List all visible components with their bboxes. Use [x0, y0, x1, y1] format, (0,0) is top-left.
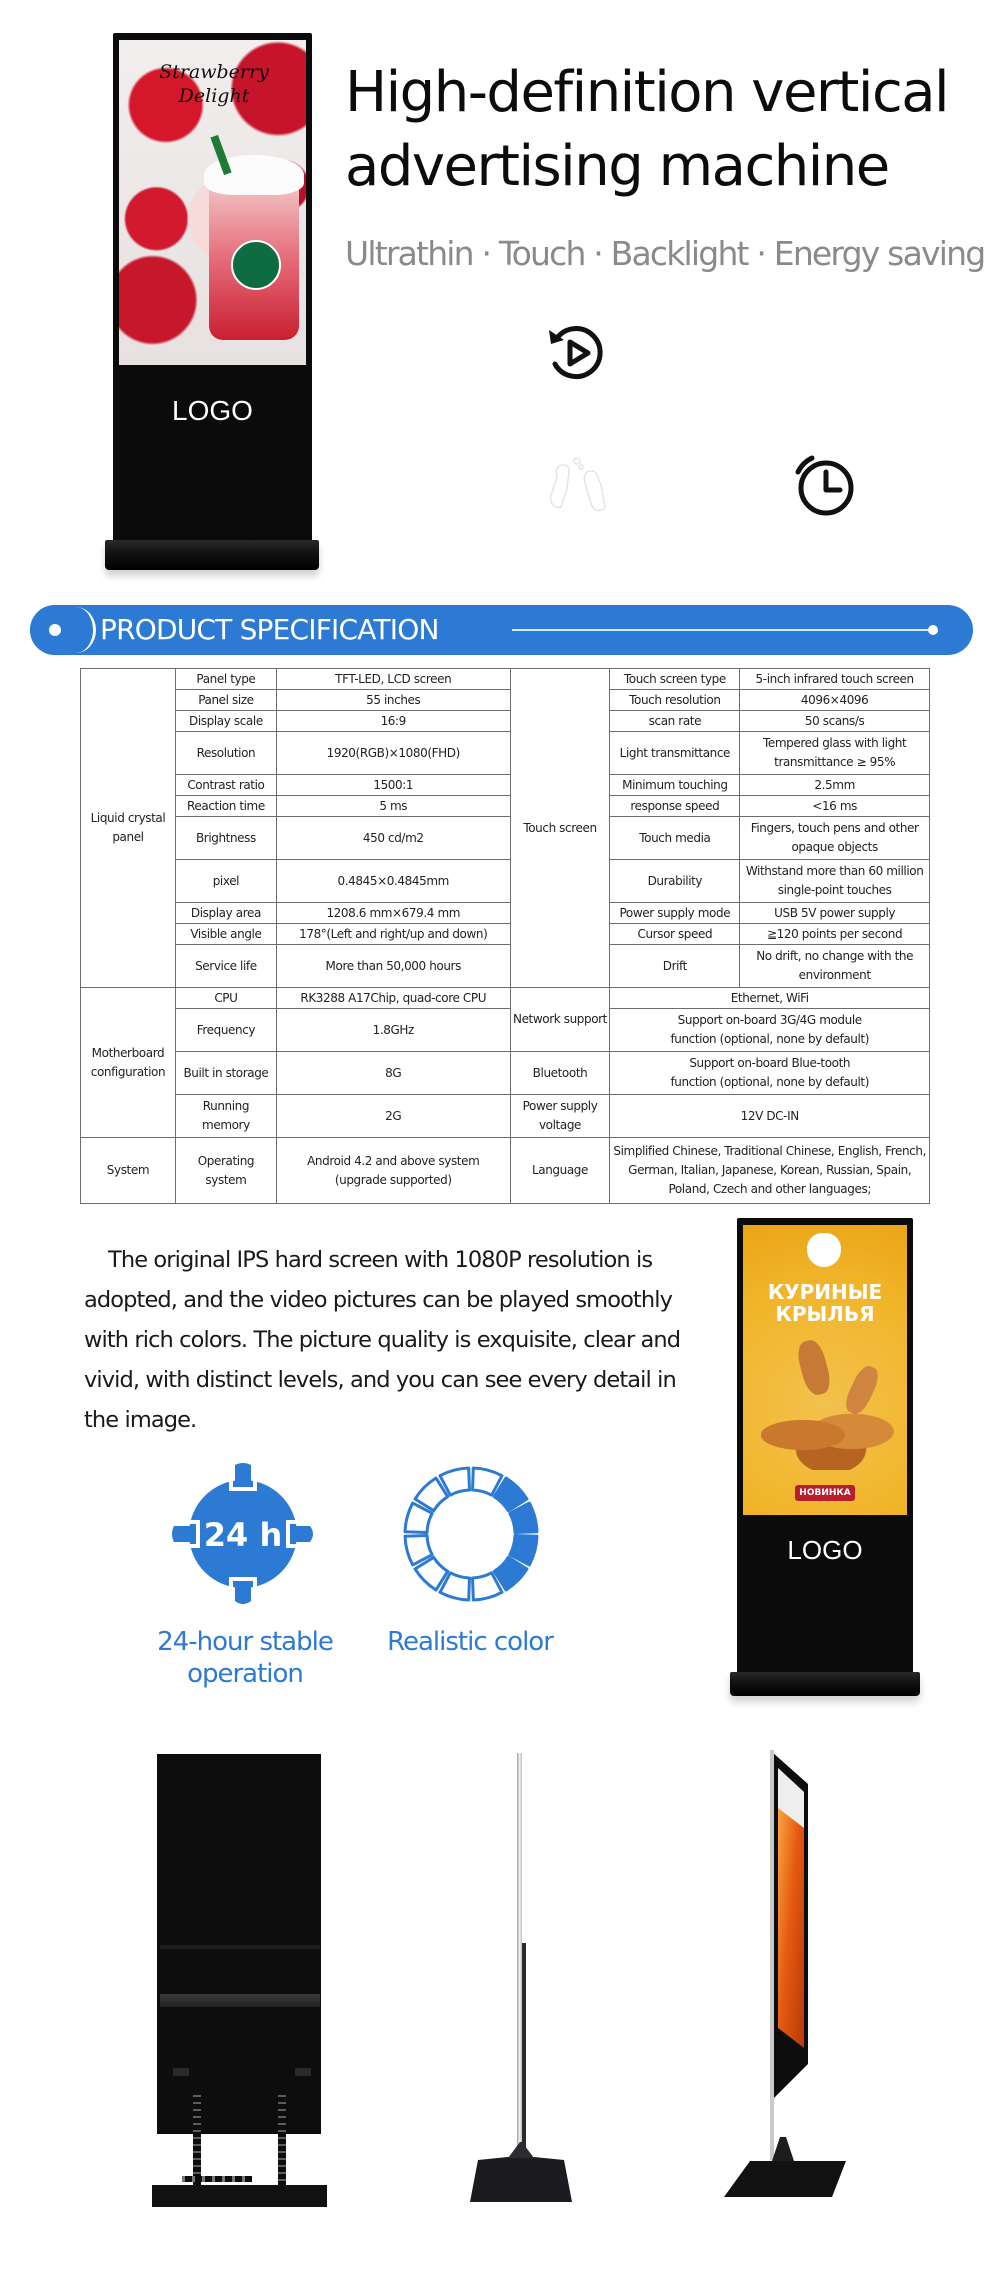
kiosk-base [105, 540, 319, 570]
angled-base [722, 2135, 848, 2205]
spec-table [80, 668, 930, 1204]
spec-label: Cursor speed [610, 924, 740, 945]
table-row [81, 732, 930, 775]
spec-value: 1208.6 mm×679.4 mm [276, 903, 510, 924]
spec-value: 450 cd/m2 [276, 817, 510, 860]
spec-value: 1.8GHz [276, 1009, 510, 1052]
spec-label: CPU [175, 988, 276, 1009]
spec-value: USB 5V power supply [740, 903, 930, 924]
spec-label: Drift [610, 945, 740, 988]
spec-value: 16:9 [276, 711, 510, 732]
table-row [81, 775, 930, 796]
spec-value: 2G [276, 1095, 510, 1138]
back-panel [157, 1754, 321, 2134]
table-row [81, 796, 930, 817]
back-vents-left [193, 2090, 201, 2190]
group-cell: Language [510, 1138, 610, 1204]
spec-label: Touch resolution [610, 690, 740, 711]
back-vents-right [278, 2090, 286, 2190]
spec-value: 178°(Left and right/up and down) [276, 924, 510, 945]
kiosk-logo-text: LOGO [787, 1535, 863, 1565]
replay-icon [545, 320, 609, 386]
spec-value: No drift, no change with the environment [740, 945, 930, 988]
spec-label: Contrast ratio [175, 775, 276, 796]
spec-value: <16 ms [740, 796, 930, 817]
kiosk-screen-food-ad [743, 1225, 907, 1515]
color-wheel-icon [402, 1465, 540, 1603]
side-base [468, 2140, 574, 2206]
spec-heading: PRODUCT SPECIFICATION [100, 613, 439, 646]
hero-title: High-definition vertical advertising machine [345, 60, 949, 199]
spec-value: Support on-board 3G/4G module function (optional, none by default) [610, 1009, 930, 1052]
spec-label: Operating system [175, 1138, 276, 1204]
table-row [81, 1052, 930, 1095]
feature-label-color: Realistic color [387, 1627, 553, 1657]
table-row [81, 945, 930, 988]
spec-value: 5-inch infrared touch screen [740, 669, 930, 690]
group-cell: Touch screen [510, 669, 610, 988]
24h-icon-text: 24 h [203, 1516, 283, 1554]
spec-value: 50 scans/s [740, 711, 930, 732]
spec-label: Power supply mode [610, 903, 740, 924]
spec-value: TFT-LED, LCD screen [276, 669, 510, 690]
header-dot-icon [49, 624, 61, 636]
spec-value: Tempered glass with light transmittance ≥ 95% [740, 732, 930, 775]
kiosk-screen-strawberry-ad [119, 40, 306, 365]
spec-value: 55 inches [276, 690, 510, 711]
spec-label: Touch media [610, 817, 740, 860]
table-row [81, 988, 930, 1009]
spec-value: Simplified Chinese, Traditional Chinese, English, French, German, Italian, Japanese, Korean, Russian, Spain, Poland, Czech and other languages; [610, 1138, 930, 1204]
group-cell: Power supply voltage [510, 1095, 610, 1138]
spec-value: 0.4845×0.4845mm [276, 860, 510, 903]
hero-subtitle: Ultrathin · Touch · Backlight · Energy saving [345, 234, 985, 273]
spec-value: Ethernet, WiFi [610, 988, 930, 1009]
table-row [81, 817, 930, 860]
spec-value: More than 50,000 hours [276, 945, 510, 988]
spec-label: Display area [175, 903, 276, 924]
table-row [81, 669, 930, 690]
back-handle-left [173, 2068, 189, 2076]
screen-script-text: Strawberry Delight [159, 61, 269, 107]
spec-section-header [30, 605, 973, 655]
feature-label-24h: 24-hour stable operation [157, 1627, 333, 1689]
brand-badge [807, 1233, 841, 1267]
spec-label: Resolution [175, 732, 276, 775]
spec-value: 2.5mm [740, 775, 930, 796]
spec-label: Brightness [175, 817, 276, 860]
spec-label: scan rate [610, 711, 740, 732]
table-row [81, 924, 930, 945]
ad-headline: КУРИНЫЕ КРЫЛЬЯ [767, 1280, 883, 1326]
spec-label: Panel type [175, 669, 276, 690]
back-base [152, 2185, 327, 2207]
side-back-housing [522, 1943, 526, 2168]
spec-value: 1920(RGB)×1080(FHD) [276, 732, 510, 775]
spec-label: Reaction time [175, 796, 276, 817]
table-row [81, 690, 930, 711]
back-ports [182, 2176, 252, 2182]
spec-value: 1500:1 [276, 775, 510, 796]
table-row [81, 860, 930, 903]
group-cell: Network support [510, 988, 610, 1052]
spec-value: 12V DC-IN [610, 1095, 930, 1138]
group-cell: Motherboard configuration [81, 988, 176, 1138]
food-wing-1 [794, 1338, 833, 1398]
kiosk-base [730, 1672, 920, 1696]
spec-value: RK3288 A17Chip, quad-core CPU [276, 988, 510, 1009]
spec-value: ≧120 points per second [740, 924, 930, 945]
table-row [81, 711, 930, 732]
spec-value: 8G [276, 1052, 510, 1095]
spec-label: Light transmittance [610, 732, 740, 775]
spec-label: Running memory [175, 1095, 276, 1138]
header-line [512, 629, 932, 631]
angled-screen [768, 1748, 848, 2168]
header-line-dot [928, 625, 938, 635]
header-ring [56, 607, 96, 653]
touch-gesture-icon [545, 455, 615, 517]
spec-label: Durability [610, 860, 740, 903]
clock-icon [790, 450, 856, 516]
spec-label: Frequency [175, 1009, 276, 1052]
spec-label: Display scale [175, 711, 276, 732]
brand-logo-circle [231, 240, 281, 290]
spec-value: 4096×4096 [740, 690, 930, 711]
new-badge: НОВИНКА [795, 1485, 855, 1501]
table-row [81, 1138, 930, 1204]
group-cell: Bluetooth [510, 1052, 610, 1095]
spec-label: pixel [175, 860, 276, 903]
table-row [81, 1095, 930, 1138]
24h-icon [172, 1463, 314, 1605]
table-row [81, 903, 930, 924]
spec-value: Withstand more than 60 million single-point touches [740, 860, 930, 903]
spec-label: Built in storage [175, 1052, 276, 1095]
spec-value: Android 4.2 and above system (upgrade supported) [276, 1138, 510, 1204]
spec-value: Support on-board Blue-tooth function (optional, none by default) [610, 1052, 930, 1095]
food-image [761, 1400, 901, 1470]
spec-label: Panel size [175, 690, 276, 711]
back-seam [160, 1945, 320, 1949]
spec-value: Fingers, touch pens and other opaque objects [740, 817, 930, 860]
group-cell: System [81, 1138, 176, 1204]
spec-label: response speed [610, 796, 740, 817]
spec-label: Visible angle [175, 924, 276, 945]
group-cell: Liquid crystal panel [81, 669, 176, 988]
description-paragraph: The original IPS hard screen with 1080P resolution is adopted, and the video pictures can be played smoothly with rich colors. The picture quality is exquisite, clear and vivid, with distinct levels, and you can see every detail in the image. [84, 1247, 681, 1433]
spec-label: Touch screen type [610, 669, 740, 690]
kiosk-logo-text: LOGO [172, 395, 253, 426]
table-row [81, 1009, 930, 1052]
spec-value: 5 ms [276, 796, 510, 817]
spec-label: Service life [175, 945, 276, 988]
back-handle-right [295, 2068, 311, 2076]
spec-label: Minimum touching [610, 775, 740, 796]
back-handle-bar [160, 1994, 320, 2007]
